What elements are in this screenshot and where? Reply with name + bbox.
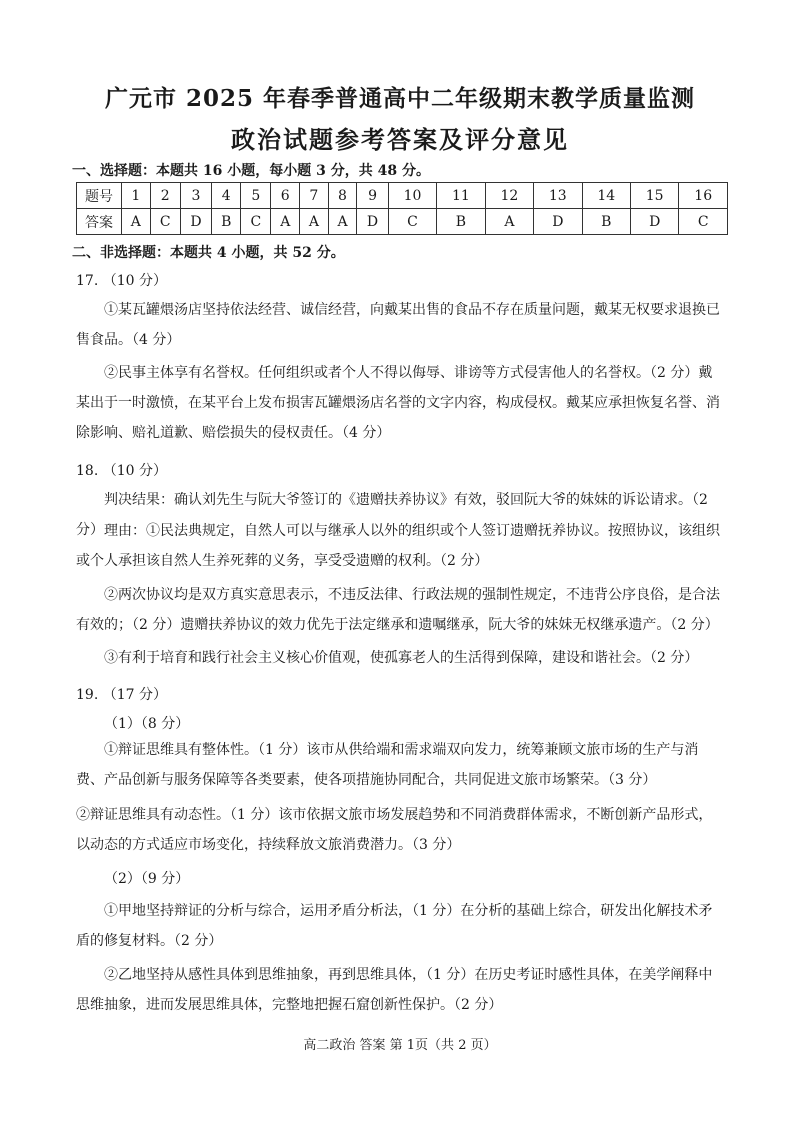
table-cell: 10	[388, 183, 436, 209]
table-cell: A	[328, 209, 357, 235]
table-cell: 16	[679, 183, 728, 209]
table-cell: 13	[534, 183, 582, 209]
q19-sub-2-label: （2）（9 分）	[104, 871, 190, 887]
table-cell: 2	[150, 183, 180, 209]
q18-paragraph-2: 理由：①民法典规定，自然人可以与继承人以外的组织或个人签订遗赠抚养协议。按照协议，该组织或个人承担该自然人生养死葬的义务，享受受遗赠的权利。（2 分）	[76, 523, 720, 569]
table-cell: A	[122, 209, 151, 235]
page-title: 广元市 2025 年春季普通高中二年级期末教学质量监测	[104, 85, 696, 112]
table-row-numbers	[77, 183, 728, 209]
table-cell: 15	[630, 183, 678, 209]
table-cell: 12	[485, 183, 533, 209]
q18-paragraph-3: ②两次协议均是双方真实意思表示，不违反法律、行政法规的强制性规定，不违背公序良俗，是合法有效的；（2 分）遗赠扶养协议的效力优先于法定继承和遗嘱继承，阮大爷的妹妹无权继承遗产。（2 分）	[76, 587, 720, 633]
section-1-heading: 一、选择题：本题共 16 小题，每小题 3 分，共 48 分。	[72, 163, 430, 179]
table-cell: 11	[437, 183, 485, 209]
table-cell: D	[357, 209, 388, 235]
q17-paragraph-1: ①某瓦罐煨汤店坚持依法经营、诚信经营，向戴某出售的食品不存在质量问题，戴某无权要求退换已售食品。（4 分）	[76, 302, 720, 348]
q18-paragraph-1: 判决结果：确认刘先生与阮大爷签订的《遗赠扶养协议》有效，驳回阮大爷的妹妹的诉讼请求。（2 分）	[76, 492, 708, 538]
table-cell: 1	[122, 183, 151, 209]
q19-paragraph-1: ①辩证思维具有整体性。（1 分）该市从供给端和需求端双向发力，统筹兼顾文旅市场的生产与消费、产品创新与服务保障等各类要素，使各项措施协同配合，共同促进文旅市场繁荣。（3 分）	[76, 742, 699, 788]
table-cell: B	[437, 209, 485, 235]
table-header-answer: 答案	[77, 209, 122, 235]
question-17-label: 17. （10 分）	[76, 273, 167, 289]
page-footer: 高二政治 答案 第 1页（共 2 页）	[303, 1038, 497, 1053]
q18-paragraph-4: ③有利于培育和践行社会主义核心价值观，使孤寡老人的生活得到保障，建设和谐社会。（2 分）	[104, 650, 699, 666]
question-19-label: 19. （17 分）	[76, 687, 167, 703]
page-subtitle: 政治试题参考答案及评分意见	[231, 125, 569, 154]
table-cell: 9	[357, 183, 388, 209]
table-cell: B	[212, 209, 241, 235]
table-cell: D	[630, 209, 678, 235]
table-cell: 8	[328, 183, 357, 209]
table-cell: D	[534, 209, 582, 235]
table-cell: 3	[180, 183, 211, 209]
table-cell: C	[679, 209, 728, 235]
table-cell: A	[300, 209, 329, 235]
table-row-answers	[77, 209, 728, 235]
q19-sub-1-label: （1）（8 分）	[104, 716, 190, 732]
table-cell: A	[485, 209, 533, 235]
table-cell: D	[180, 209, 211, 235]
table-cell: C	[150, 209, 180, 235]
table-cell: A	[271, 209, 300, 235]
table-header-question: 题号	[77, 183, 122, 209]
table-cell: 5	[241, 183, 271, 209]
q19-paragraph-2: ②辩证思维具有动态性。（1 分）该市依据文旅市场发展趋势和不同消费群体需求，不断创新产品形式，以动态的方式适应市场变化，持续释放文旅消费潜力。（3 分）	[76, 807, 713, 853]
q17-paragraph-2: ②民事主体享有名誉权。任何组织或者个人不得以侮辱、诽谤等方式侵害他人的名誉权。（2 分）戴某出于一时激愤，在某平台上发布损害瓦罐煨汤店名誉的文字内容，构成侵权。戴某应承担恢复名誉、消除影响、赔礼道歉、赔偿损失的侵权责任。（4 分）	[76, 365, 720, 441]
table-cell: 7	[300, 183, 329, 209]
section-2-heading: 二、非选择题：本题共 4 小题，共 52 分。	[72, 245, 345, 261]
table-cell: 14	[582, 183, 630, 209]
question-18-label: 18. （10 分）	[76, 463, 167, 479]
table-cell: 6	[271, 183, 300, 209]
q19-paragraph-3: ①甲地坚持辩证的分析与综合，运用矛盾分析法，（1 分）在分析的基础上综合，研发出化解技术矛盾的修复材料。（2 分）	[76, 903, 713, 949]
answer-table	[76, 182, 728, 235]
table-cell: 4	[212, 183, 241, 209]
table-cell: C	[388, 209, 436, 235]
table-cell: C	[241, 209, 271, 235]
table-cell: B	[582, 209, 630, 235]
q19-paragraph-4: ②乙地坚持从感性具体到思维抽象，再到思维具体，（1 分）在历史考证时感性具体，在美学阐释中思维抽象，进而发展思维具体，完整地把握石窟创新性保护。（2 分）	[76, 967, 713, 1013]
